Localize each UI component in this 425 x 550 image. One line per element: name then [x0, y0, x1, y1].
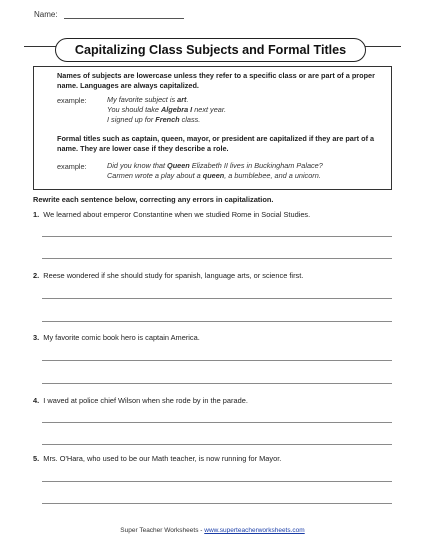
- answer-line[interactable]: [42, 236, 392, 237]
- rule1-example-label: example:: [57, 96, 87, 105]
- rule1-example: I signed up for French class.: [107, 115, 201, 124]
- question-4: 4. I waved at police chief Wilson when she rode by in the parade.: [33, 396, 248, 405]
- name-label: Name:: [34, 10, 58, 19]
- rule2-example: Did you know that Queen Elizabeth II lives in Buckingham Palace?: [107, 161, 323, 170]
- page-title: Capitalizing Class Subjects and Formal Titles: [55, 38, 366, 62]
- answer-line[interactable]: [42, 503, 392, 504]
- footer: Super Teacher Worksheets - www.superteacherworksheets.com: [120, 527, 305, 534]
- rule1-example: You should take Algebra I next year.: [107, 105, 227, 114]
- name-row: [34, 9, 184, 19]
- rule2-example: Carmen wrote a play about a queen, a bumblebee, and a unicorn.: [107, 171, 321, 180]
- question-3: 3. My favorite comic book hero is captain America.: [33, 333, 200, 342]
- footer-link[interactable]: www.superteacherworksheets.com: [204, 527, 305, 534]
- instructions: Rewrite each sentence below, correcting any errors in capitalization.: [33, 195, 274, 204]
- question-5: 5. Mrs. O'Hara, who used to be our Math teacher, is now running for Mayor.: [33, 454, 282, 463]
- footer-brand: Super Teacher Worksheets: [120, 527, 199, 534]
- rule1-example: My favorite subject is art.: [107, 95, 189, 104]
- answer-line[interactable]: [42, 481, 392, 482]
- answer-line[interactable]: [42, 444, 392, 445]
- answer-line[interactable]: [42, 383, 392, 384]
- answer-line[interactable]: [42, 360, 392, 361]
- answer-line[interactable]: [42, 321, 392, 322]
- name-blank-line[interactable]: [64, 9, 184, 19]
- rule2-example-label: example:: [57, 162, 87, 171]
- answer-line[interactable]: [42, 298, 392, 299]
- question-1: 1. We learned about emperor Constantine when we studied Rome in Social Studies.: [33, 210, 311, 219]
- rule2-text: Formal titles such as captain, queen, mayor, or president are capitalized if they are part of a name. They are lower case if they describe a role.: [57, 134, 375, 153]
- rule1-text: Names of subjects are lowercase unless they refer to a specific class or are part of a proper name. Languages are always capitalized.: [57, 71, 375, 90]
- answer-line[interactable]: [42, 422, 392, 423]
- answer-line[interactable]: [42, 258, 392, 259]
- question-2: 2. Reese wondered if she should study for spanish, language arts, or science first.: [33, 271, 304, 280]
